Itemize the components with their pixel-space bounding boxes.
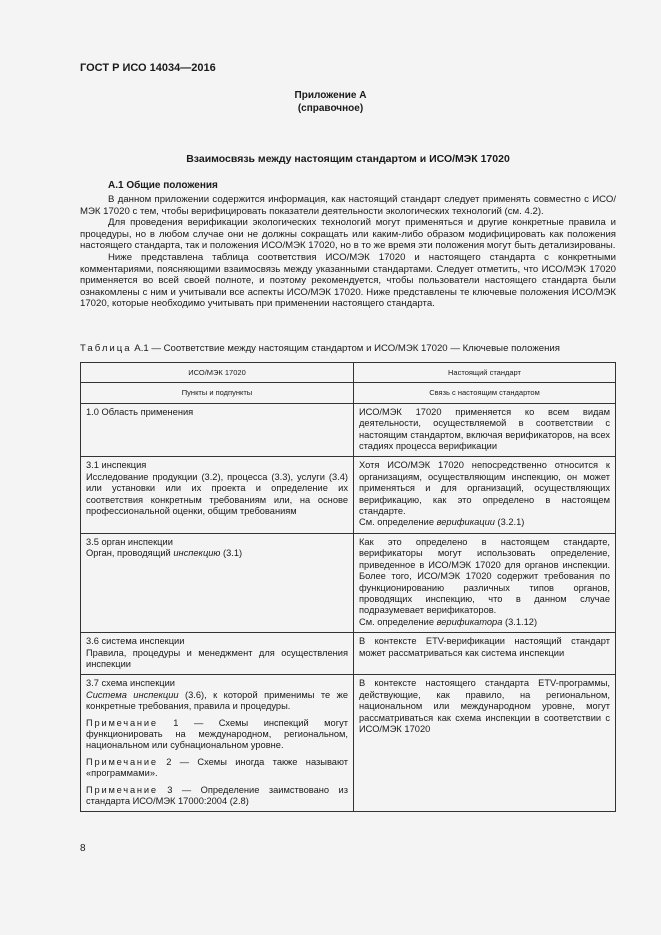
section-title: Общие положения bbox=[126, 180, 218, 191]
table-cell-clause bbox=[81, 633, 354, 675]
definition-number: (3.1) bbox=[223, 548, 243, 559]
paragraph: Ниже представлена таблица соответствия ИСО/МЭК 17020 и настоящего стандарта с конкретными комментариями, поясняющими взаимосвязь между указанными стандартами. Следует отметить, что ИСО/МЭК 17020 применяется во всей своей полноте, и поэтому рекомендуется, чтобы пользователи настоящего стандарта были ознакомлены с ним и учитывали все аспекты ИСО/МЭК 17020. Ниже представлены те ключевые положения ИСО/МЭК 17020, которые необходимо учитывать при применении настоящего стандарта. bbox=[80, 251, 616, 310]
reference-number: (3.2.1) bbox=[497, 517, 525, 528]
clause-definition: Правила, процедуры и менеджмент для осуществления инспекции bbox=[86, 647, 348, 669]
definition-reference bbox=[359, 617, 610, 628]
clause-definition: Исследование продукции (3.2), процесса (3.3), услуги (3.4) или установки или их проекта и определение их соответствия конкретным требованиям или, на основе профессиональной оценки, общим требованиям bbox=[86, 471, 348, 517]
note-text: 1 — Схемы инспекций могут функционировать на международном, региональном, национальном или субнациональном уровне. bbox=[86, 717, 348, 751]
clause-note bbox=[86, 757, 348, 780]
table-caption-text: А.1 — Соответствие между настоящим стандартом и ИСО/МЭК 17020 — Ключевые положения bbox=[134, 343, 560, 354]
reference-prefix: См. определение bbox=[359, 517, 434, 528]
definition-reference bbox=[359, 517, 610, 528]
table-row bbox=[81, 533, 616, 632]
clause-title: 3.7 схема инспекции bbox=[86, 678, 175, 689]
table-caption-label: Таблица bbox=[80, 343, 132, 354]
table-row bbox=[81, 633, 616, 675]
reference-term: верификатора bbox=[436, 616, 503, 627]
table-cell-clause bbox=[81, 403, 354, 457]
clause-title: 3.6 система инспекции bbox=[86, 636, 185, 647]
paragraph: В данном приложении содержится информация, как настоящий стандарт следует применять совместно с ИСО/МЭК 17020 с тем, чтобы верифицировать показатели деятельности экологических технологий (см. 4.2). bbox=[80, 194, 616, 217]
note-text: 3 — Определение заимствовано из стандарта ИСО/МЭК 17000:2004 (2.8) bbox=[86, 784, 348, 806]
section-number: А.1 bbox=[108, 180, 124, 191]
definition-term: инспекцию bbox=[173, 548, 221, 559]
section-heading bbox=[108, 180, 218, 191]
table-cell-relation bbox=[354, 533, 616, 632]
page-number: 8 bbox=[80, 843, 86, 854]
paragraph: Для проведения верификации экологических технологий могут применяться и другие конкретные правила и процедуры, но в любом случае они не должны сокращать или каким-либо образом модифицировать как положения настоящего стандарта, так и положения ИСО/МЭК 17020, но в то же время эти положения могут быть детализированы. bbox=[80, 217, 616, 252]
clause-title: 3.5 орган инспекции bbox=[86, 536, 173, 547]
table-cell-clause bbox=[81, 675, 354, 812]
definition-rest: (3.6), к которой применимы те же конкретные требования, правила и процедуры. bbox=[86, 689, 348, 712]
table-header-cell: Настоящий стандарт bbox=[354, 363, 616, 383]
clause-definition bbox=[86, 548, 348, 559]
clause-note bbox=[86, 718, 348, 752]
table-row bbox=[81, 403, 616, 457]
clause-title: 3.1 инспекция bbox=[86, 460, 147, 471]
table-cell-relation bbox=[354, 403, 616, 457]
note-label: Примечание bbox=[86, 784, 158, 795]
reference-term: верификации bbox=[436, 517, 495, 528]
table-subheader-cell: Пункты и подпункты bbox=[81, 383, 354, 403]
table-row bbox=[81, 675, 616, 812]
table-cell-relation bbox=[354, 457, 616, 533]
table-cell-relation bbox=[354, 633, 616, 675]
relation-text: Хотя ИСО/МЭК 17020 непосредственно относится к организациям, осуществляющим инспекцию, он может применяться и для организаций, осуществляющих верификацию, как это определено в настоящем стандарте. bbox=[359, 460, 610, 517]
document-id: ГОСТ Р ИСО 14034—2016 bbox=[80, 62, 216, 74]
clause-note bbox=[86, 785, 348, 808]
table-subheader-row bbox=[81, 383, 616, 403]
clause-title: 1.0 Область применения bbox=[86, 406, 194, 417]
definition-prefix: Орган, проводящий bbox=[86, 548, 171, 559]
table-cell-clause bbox=[81, 533, 354, 632]
reference-prefix: См. определение bbox=[359, 616, 434, 627]
table-cell-clause bbox=[81, 457, 354, 533]
table-cell-relation bbox=[354, 675, 616, 812]
table-subheader-cell: Связь с настоящим стандартом bbox=[354, 383, 616, 403]
relation-text: ИСО/МЭК 17020 применяется ко всем видам деятельности, осуществляемой в соответствии с настоящим стандартом, включая верификаторов, на всех стадиях процесса верификации bbox=[359, 406, 610, 452]
note-label: Примечание bbox=[86, 717, 158, 728]
correspondence-table bbox=[80, 362, 616, 812]
note-label: Примечание bbox=[86, 756, 158, 767]
table-header-row bbox=[81, 363, 616, 383]
annex-title: Приложение А bbox=[294, 90, 367, 101]
relation-text: В контексте ETV-верификации настоящий стандарт может рассматриваться как система инспекции bbox=[359, 636, 610, 658]
body-text bbox=[80, 194, 616, 310]
page-title: Взаимосвязь между настоящим стандартом и ИСО/МЭК 17020 bbox=[186, 153, 510, 165]
relation-text: Как это определено в настоящем стандарте, верификаторы могут использовать определение, приведенное в ИСО/МЭК 17020 для органов инспекции. Более того, ИСО/МЭК 17020 содержит требования по функционированию различных типов органов, проводящих инспекцию, что в данном случае подразумевает верификаторов. bbox=[359, 536, 610, 616]
table-header-cell: ИСО/МЭК 17020 bbox=[81, 363, 354, 383]
table-row bbox=[81, 457, 616, 533]
clause-definition bbox=[86, 690, 348, 713]
table-caption bbox=[80, 343, 560, 354]
definition-term: Система инспекции bbox=[86, 689, 179, 700]
note-text: 2 — Схемы иногда также называют «программами». bbox=[86, 756, 348, 779]
relation-text: В контексте настоящего стандарта ETV-программы, действующие, как правило, на региональном, национальном или международном уровне, могут рассматриваться как схема инспекции в соответствии с ИСО/МЭК 17020 bbox=[359, 678, 610, 734]
reference-number: (3.1.12) bbox=[505, 616, 538, 627]
annex-subtitle: (справочное) bbox=[297, 103, 364, 114]
